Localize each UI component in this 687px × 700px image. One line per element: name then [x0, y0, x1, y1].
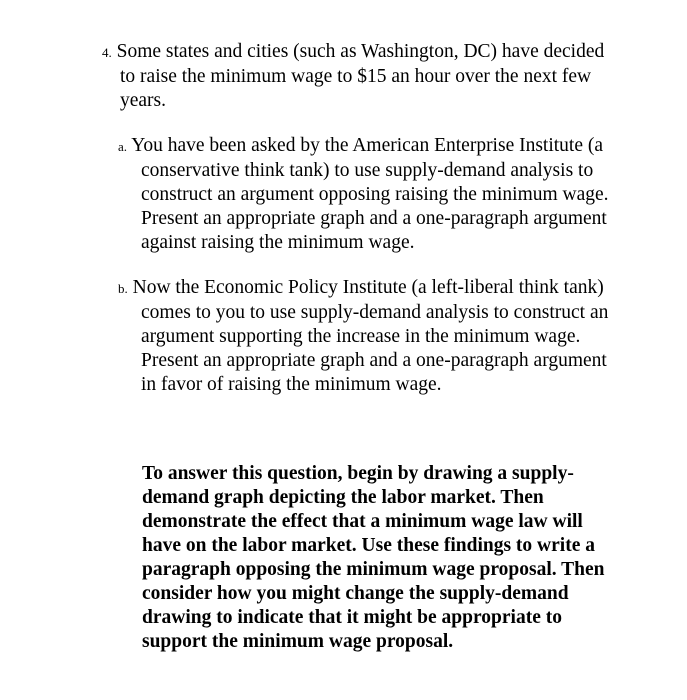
- part-b-body: [118, 276, 611, 397]
- instructions-paragraph: To answer this question, begin by drawing a supply-demand graph depicting the labor market. Then demonstrate the effect that a minimum wage law will have on the labor market. Use these findings to write a paragraph opposing the minimum wage proposal. Then consider how you might change the supply-demand drawing to indicate that it might be appropriate to support the minimum wage proposal.: [142, 463, 605, 652]
- question-4-body: [102, 40, 620, 113]
- part-a-text: You have been asked by the American Enterprise Institute (a conservative think tank) to use supply-demand analysis to construct an argument opposing raising the minimum wage. Present an appropriate graph and a one-paragraph argument against raising the minimum wage.: [131, 135, 609, 253]
- part-a-body: [118, 134, 611, 255]
- question-4: [102, 40, 642, 113]
- part-b: [118, 276, 638, 397]
- part-a: [118, 134, 638, 255]
- question-number: 4.: [102, 45, 112, 60]
- part-b-text: Now the Economic Policy Institute (a left-liberal think tank) comes to you to use supply-demand analysis to construct an argument supporting the increase in the minimum wage. Present an appropriate graph and a one-paragraph argument in favor of raising the minimum wage.: [132, 277, 609, 395]
- part-b-label: b.: [118, 281, 128, 296]
- part-a-label: a.: [118, 139, 128, 154]
- question-text: Some states and cities (such as Washington, DC) have decided to raise the minimum wage to $15 an hour over the next few years.: [116, 41, 605, 111]
